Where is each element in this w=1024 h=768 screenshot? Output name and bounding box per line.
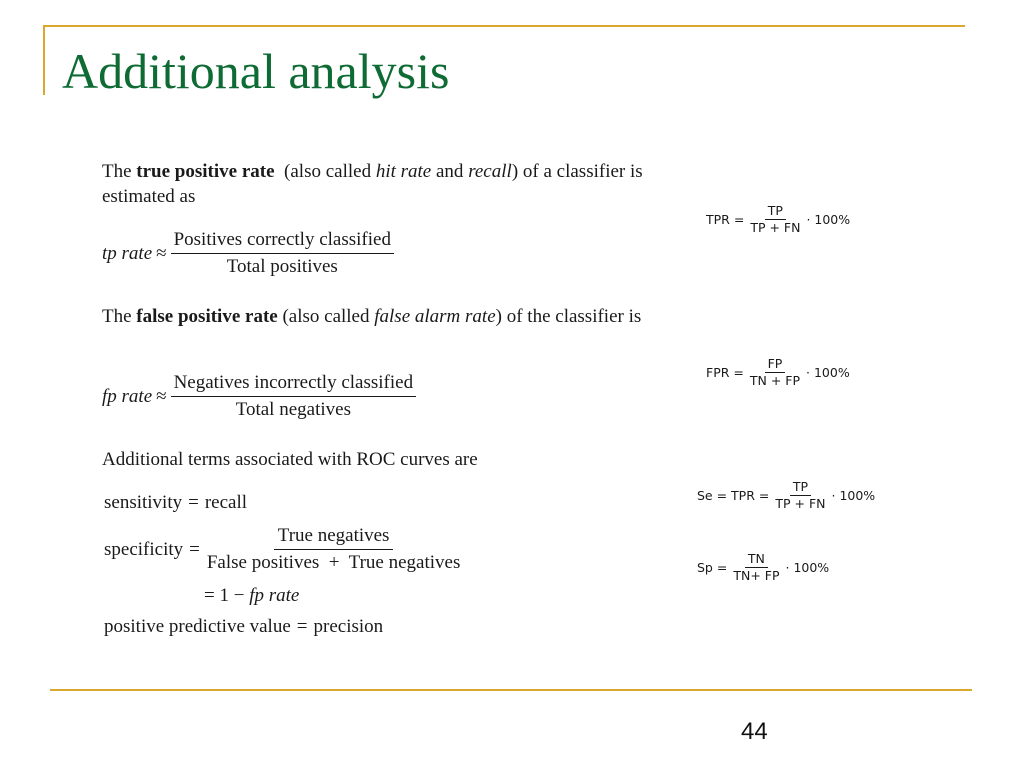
slide-title: Additional analysis [62, 43, 450, 99]
formula-lhs: Sp = [697, 560, 728, 575]
term-true-positive-rate: true positive rate [136, 161, 275, 182]
numerator: Negatives incorrectly classified [171, 372, 417, 397]
numerator: TP [790, 480, 811, 496]
text: ) of the classifier is [495, 306, 642, 327]
denominator: Total negatives [235, 399, 351, 420]
tpr-formula [706, 204, 850, 235]
formula-rhs: · 100% [831, 488, 876, 503]
eq-rhs: precision [313, 616, 384, 637]
eq-rhs: recall [204, 492, 248, 513]
formula-rhs: · 100% [785, 560, 830, 575]
sensitivity-equation [104, 492, 247, 514]
eq-rhs: fp rate [249, 585, 300, 606]
specificity-continuation [204, 585, 299, 607]
denominator: Total positives [226, 256, 338, 277]
false-positive-rate-paragraph [102, 304, 647, 329]
true-positive-rate-paragraph [102, 159, 647, 209]
sensitivity-formula [697, 480, 875, 511]
numerator: FP [765, 357, 786, 373]
numerator: True negatives [274, 525, 394, 550]
fpr-formula [706, 357, 850, 388]
equals-symbol: = [188, 492, 199, 513]
fraction [171, 372, 417, 421]
equals-symbol: = [296, 616, 308, 637]
term-false-alarm-rate: false alarm rate [374, 306, 496, 327]
page-number: 44 [741, 718, 768, 745]
fp-rate-equation [102, 372, 420, 421]
eq-lhs: tp rate [102, 242, 153, 264]
denominator: TP + FN [775, 496, 826, 511]
fraction [747, 357, 803, 388]
fraction [204, 525, 464, 574]
bottom-rule [50, 689, 972, 691]
text: The [102, 306, 137, 327]
approx-symbol: ≈ [156, 385, 167, 407]
equals-one-minus: = 1 − [204, 585, 250, 606]
term-false-positive-rate: false positive rate [136, 306, 278, 327]
text: and [431, 161, 469, 182]
top-rule-horizontal [43, 25, 965, 27]
denominator: TP + FN [750, 220, 801, 235]
text: ) of a classifier is estimated as [102, 161, 643, 207]
text: (also called [274, 161, 376, 182]
eq-lhs: positive predictive value [104, 616, 291, 637]
eq-lhs: specificity [104, 538, 184, 560]
text: The [102, 161, 137, 182]
roc-terms-paragraph: Additional terms associated with ROC curves are [102, 449, 478, 470]
denominator: TN + FP [749, 373, 801, 388]
text: (also called [277, 306, 375, 327]
term-recall: recall [468, 161, 512, 182]
formula-rhs: · 100% [806, 212, 851, 227]
formula-lhs: TPR = [706, 212, 745, 227]
approx-symbol: ≈ [156, 242, 167, 264]
formula-lhs: Se = TPR = [697, 488, 770, 503]
equals-symbol: = [189, 538, 200, 560]
term-hit-rate: hit rate [375, 161, 432, 182]
fraction [772, 480, 828, 511]
numerator: TN [745, 552, 768, 568]
eq-lhs: fp rate [102, 385, 153, 407]
tp-rate-equation [102, 229, 398, 278]
formula-rhs: · 100% [806, 365, 850, 380]
specificity-formula [697, 552, 829, 583]
fraction [747, 204, 803, 235]
fraction [171, 229, 394, 278]
fraction [730, 552, 782, 583]
numerator: Positives correctly classified [171, 229, 394, 254]
top-rule-vertical [43, 25, 45, 95]
specificity-equation [104, 525, 467, 574]
denominator: False positives + True negatives [206, 552, 461, 573]
ppv-equation [104, 616, 383, 638]
eq-lhs: sensitivity [104, 492, 183, 513]
formula-lhs: FPR = [706, 365, 744, 380]
denominator: TN+ FP [733, 568, 780, 583]
numerator: TP [765, 204, 786, 220]
